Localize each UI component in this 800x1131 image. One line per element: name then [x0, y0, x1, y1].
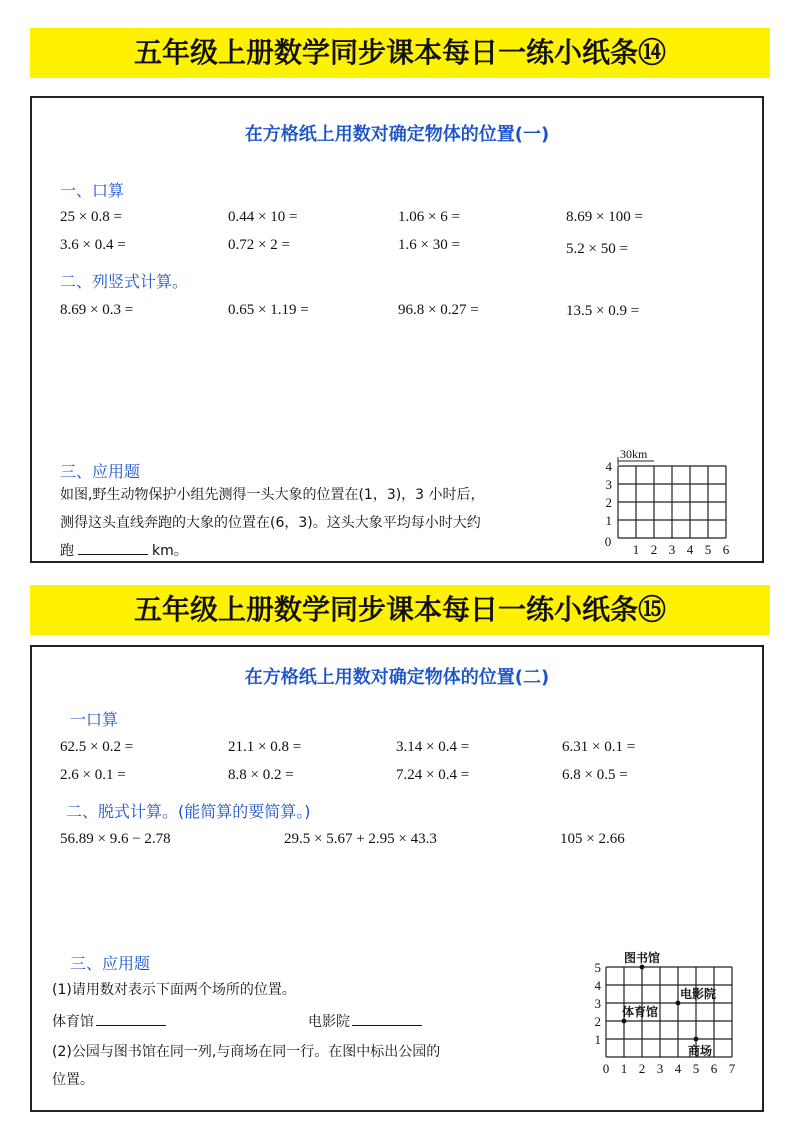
sheet15-box	[30, 645, 764, 1112]
vertical-item: 13.5 × 0.9 =	[566, 303, 640, 319]
question-2: (2)公园与图书馆在同一列,与商场在同一行。在图中标出公园的	[52, 1044, 441, 1060]
sheet14-section-oral: 一、口算	[60, 181, 125, 200]
application-text-answer: 跑 km。	[60, 540, 188, 560]
place-label: 商场	[688, 1044, 713, 1058]
sheet15-coordinate-grid	[584, 939, 740, 1083]
x-tick-label: 3	[656, 1061, 664, 1076]
question-2-cont: 位置。	[52, 1072, 94, 1088]
sheet14-title: 在方格纸上用数对确定物体的位置(一)	[244, 124, 550, 145]
y-tick-label: 1	[605, 513, 612, 528]
oral-item: 6.31 × 0.1 =	[562, 739, 636, 755]
place-dot	[694, 1037, 699, 1042]
oral-item: 8.69 × 100 =	[566, 209, 643, 225]
gym-answer-blank[interactable]	[96, 1011, 166, 1026]
oral-item: 25 × 0.8 =	[60, 209, 122, 225]
x-tick-label: 7	[728, 1061, 736, 1076]
application-text: 测得这头直线奔跑的大象的位置在(6，3)。这头大象平均每小时大约	[60, 515, 481, 531]
x-tick-label: 0	[602, 1061, 610, 1076]
oral-item: 0.44 × 10 =	[228, 209, 298, 225]
cinema-answer-blank[interactable]	[352, 1011, 422, 1026]
x-tick-label: 5	[704, 542, 712, 556]
sheet15-title: 在方格纸上用数对确定物体的位置(二)	[244, 667, 550, 688]
place-label: 体育馆	[622, 1005, 659, 1019]
application-text: 如图,野生动物保护小组先测得一头大象的位置在(1，3)，3 小时后，	[60, 487, 485, 503]
sheet14-section-application: 三、应用题	[60, 462, 141, 481]
y-tick-label: 3	[594, 996, 601, 1011]
sheet14-section-vertical: 二、列竖式计算。	[60, 272, 189, 291]
sheet14-coordinate-grid	[598, 442, 748, 556]
oral-item: 6.8 × 0.5 =	[562, 767, 628, 783]
calc-item: 29.5 × 5.67 + 2.95 × 43.3	[284, 831, 437, 847]
calc-item: 56.89 × 9.6 − 2.78	[60, 831, 171, 847]
place-label: 图书馆	[623, 951, 661, 965]
question-1: (1)请用数对表示下面两个场所的位置。	[52, 982, 296, 998]
sheet15-section-application: 三、应用题	[70, 954, 151, 973]
oral-item: 1.06 × 6 =	[398, 209, 460, 225]
y-tick-label: 3	[605, 477, 612, 492]
oral-item: 3.14 × 0.4 =	[396, 739, 470, 755]
vertical-item: 8.69 × 0.3 =	[60, 302, 134, 318]
place-dot	[640, 965, 645, 970]
sheet14-box	[30, 96, 764, 563]
sheet14-banner: 五年级上册数学同步课本每日一练小纸条⑭	[30, 28, 770, 78]
scale-label: 30km	[620, 447, 648, 461]
oral-item: 21.1 × 0.8 =	[228, 739, 302, 755]
y-tick-label: 4	[605, 459, 612, 474]
x-tick-label: 1	[632, 542, 640, 556]
x-tick-label: 1	[620, 1061, 628, 1076]
oral-item: 7.24 × 0.4 =	[396, 767, 470, 783]
answer-blank[interactable]	[78, 540, 148, 555]
x-tick-label: 2	[638, 1061, 646, 1076]
sheet15-section-calc: 二、脱式计算。(能简算的要简算。)	[66, 802, 311, 821]
calc-item: 105 × 2.66	[560, 831, 625, 847]
sheet15-section-oral: 一口算	[70, 710, 119, 729]
vertical-item: 0.65 × 1.19 =	[228, 302, 309, 318]
cinema-answer-row: 电影院	[308, 1011, 422, 1031]
x-tick-label: 6	[710, 1061, 718, 1076]
x-tick-label: 4	[686, 542, 694, 556]
gym-answer-row: 体育馆	[52, 1011, 166, 1031]
oral-item: 3.6 × 0.4 =	[60, 237, 126, 253]
y-tick-label: 5	[594, 960, 601, 975]
x-tick-label: 2	[650, 542, 658, 556]
oral-item: 5.2 × 50 =	[566, 241, 628, 257]
y-tick-label: 2	[594, 1014, 601, 1029]
y-tick-label: 4	[594, 978, 601, 993]
oral-item: 1.6 × 30 =	[398, 237, 460, 253]
place-dot	[676, 1001, 681, 1006]
oral-item: 8.8 × 0.2 =	[228, 767, 294, 783]
origin-label: 0	[604, 534, 612, 549]
oral-item: 2.6 × 0.1 =	[60, 767, 126, 783]
vertical-item: 96.8 × 0.27 =	[398, 302, 479, 318]
x-tick-label: 6	[722, 542, 730, 556]
sheet15-banner: 五年级上册数学同步课本每日一练小纸条⑮	[30, 585, 770, 635]
place-label: 电影院	[680, 987, 717, 1001]
x-tick-label: 5	[692, 1061, 700, 1076]
x-tick-label: 3	[668, 542, 676, 556]
x-tick-label: 4	[674, 1061, 682, 1076]
oral-item: 62.5 × 0.2 =	[60, 739, 134, 755]
oral-item: 0.72 × 2 =	[228, 237, 290, 253]
y-tick-label: 1	[594, 1032, 601, 1047]
place-dot	[622, 1019, 627, 1024]
y-tick-label: 2	[605, 495, 612, 510]
